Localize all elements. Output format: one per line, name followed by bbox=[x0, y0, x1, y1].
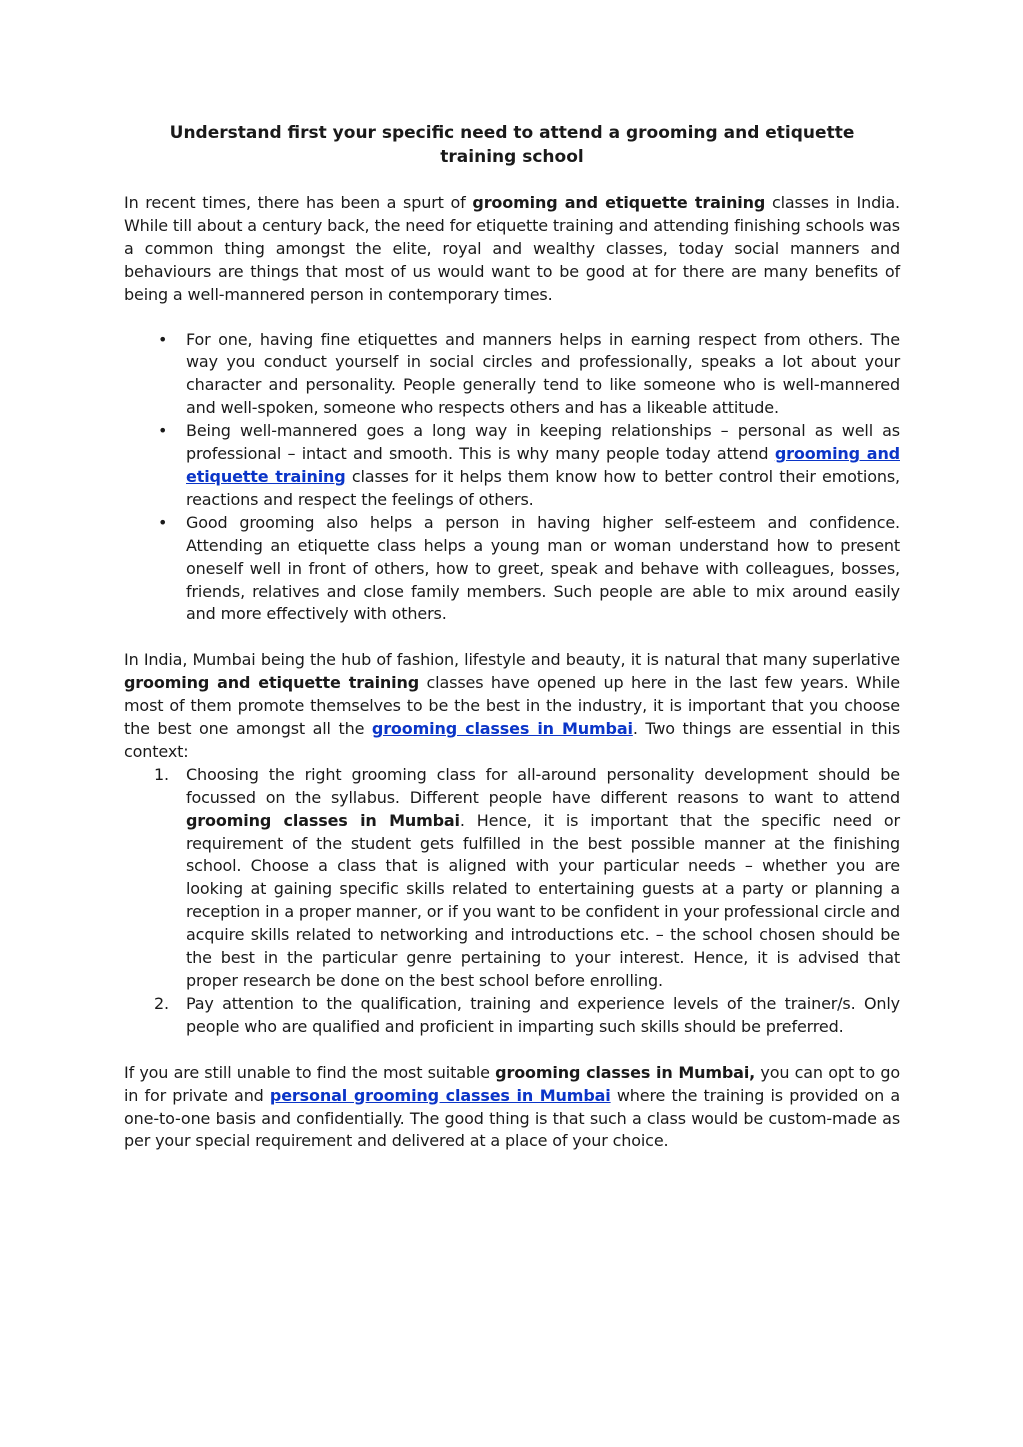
mumbai-bold-1: grooming and etiquette training bbox=[124, 673, 420, 693]
intro-paragraph bbox=[124, 192, 900, 307]
bullet-text-2b: classes for it helps them know how to better control their emotions, reactions and respect the feelings of others. bbox=[186, 466, 900, 509]
bullet-text-3: Good grooming also helps a person in having higher self-esteem and confidence. Attending an etiquette class helps a young man or woman understand how to present oneself well in front of others, how to greet, speak and behave with colleagues, bosses, friends, relatives and close family members. Such people are able to mix around easily and more effectively with others. bbox=[186, 512, 900, 624]
benefits-list bbox=[124, 329, 900, 627]
list-item bbox=[158, 420, 900, 512]
closing-text-1: If you are still unable to find the most suitable bbox=[124, 1062, 496, 1082]
bullet-icon: • bbox=[158, 329, 168, 349]
numbered-bold-1: grooming classes in Mumbai bbox=[186, 810, 460, 830]
mumbai-paragraph bbox=[124, 649, 900, 764]
list-item bbox=[158, 329, 900, 421]
bullet-text-2a: Being well-mannered goes a long way in keeping relationships – personal as well as professional – intact and smooth. This is why many people today attend bbox=[186, 421, 900, 464]
numbered-text-2: Pay attention to the qualification, training and experience levels of the trainer/s. Only people who are qualified and proficient in imparting such skills should be preferred. bbox=[186, 993, 900, 1036]
bullet-icon: • bbox=[158, 512, 168, 532]
intro-text-1: In recent times, there has been a spurt of bbox=[124, 193, 473, 212]
grooming-etiquette-training-link[interactable]: grooming and etiquette training bbox=[186, 444, 900, 486]
bullet-text-1: For one, having fine etiquettes and manners helps in earning respect from others. The way you conduct yourself in social circles and professionally, speaks a lot about your character and personality. People generally tend to like someone who is well-mannered and well-spoken, someone who respects others and has a likeable attitude. bbox=[186, 329, 900, 418]
mumbai-text-1: In India, Mumbai being the hub of fashion, lifestyle and beauty, it is natural that many superlative bbox=[124, 650, 900, 670]
mumbai-text-3: . Two things are essential in this context: bbox=[124, 719, 901, 761]
list-item bbox=[154, 993, 900, 1039]
closing-text-3: where the training is provided on a one-to-one basis and confidentially. The good thing is that such a class would be custom-made as per your special requirement and delivered at a place of your choice. bbox=[124, 1085, 900, 1151]
closing-paragraph bbox=[124, 1062, 900, 1154]
list-number: 2. bbox=[154, 993, 169, 1013]
list-item bbox=[154, 764, 901, 993]
closing-text-2: you can opt to go in for private and bbox=[124, 1062, 900, 1105]
numbered-text-1b: . Hence, it is important that the specific need or requirement of the student gets fulfilled in the best possible manner at the finishing school. Choose a class that is aligned with your particular needs – whether you are looking at gaining specific skills related to entertaining guests at a party or planning a reception in a proper manner, or if you want to be confident in your professional circle and acquire skills related to networking and introductions etc. – the school chosen should be the best in the particular genre pertaining to your interest. Hence, it is advised that proper research be done on the best school before enrolling. bbox=[186, 810, 901, 990]
essentials-list bbox=[124, 764, 900, 1039]
document-page bbox=[124, 121, 900, 1153]
closing-bold-1: grooming classes in Mumbai, bbox=[495, 1062, 756, 1082]
bullet-icon: • bbox=[158, 421, 168, 441]
intro-bold-1: grooming and etiquette training bbox=[472, 193, 766, 212]
numbered-text-1a: Choosing the right grooming class for all-around personality development should be focussed on the syllabus. Different people have different reasons to want to attend bbox=[186, 764, 900, 807]
mumbai-text-2: classes have opened up here in the last few years. While most of them promote themselves to be the best in the industry, it is important that you choose the best one amongst all the bbox=[124, 673, 900, 739]
list-item bbox=[158, 512, 900, 627]
document-title: Understand first your specific need to attend a grooming and etiquette training school bbox=[169, 123, 855, 167]
grooming-classes-mumbai-link[interactable]: grooming classes in Mumbai bbox=[371, 719, 633, 739]
list-number: 1. bbox=[154, 764, 169, 784]
intro-text-2: classes in India. While till about a century back, the need for etiquette training and attending finishing schools was a common thing amongst the elite, royal and wealthy classes, today social manners and behaviours are things that most of us would want to be good at for there are many benefits of being a well-mannered person in contemporary times. bbox=[124, 193, 900, 304]
personal-grooming-classes-link[interactable]: personal grooming classes in Mumbai bbox=[269, 1085, 611, 1105]
